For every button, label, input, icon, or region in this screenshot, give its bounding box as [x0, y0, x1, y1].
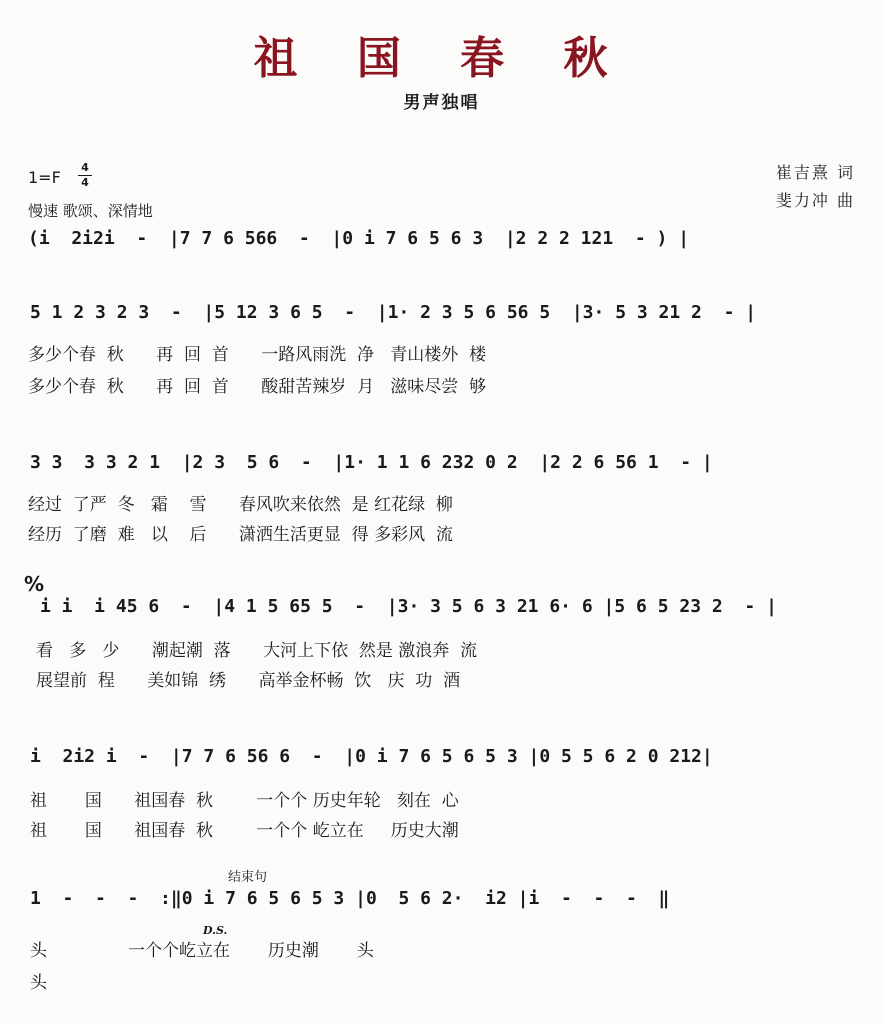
key-signature: 1=F — [28, 168, 61, 187]
notation-line-4: i i i 45 6 - |4 1 5 65 5 - |3· 3 5 6 3 21 6· 6 |5 6 5 23 2 - | — [40, 596, 777, 617]
lyricist-credit: 崔吉熹 词 — [775, 163, 855, 182]
notation-line-1: (i 2i2i - |7 7 6 566 - |0 i 7 6 5 6 3 |2 2 2 121 - ) | — [28, 228, 690, 249]
time-signature-top: 4 — [81, 161, 89, 174]
segno-sign: % — [24, 572, 45, 596]
ds-mark: D.S. — [203, 924, 228, 937]
page-subtitle: 男声独唱 — [403, 93, 480, 113]
tempo-marking: 慢速 歌颂、深情地 — [28, 202, 153, 220]
lyric-line-5-1: 祖 国 祖国春 秋 一个个 历史年轮 刻在 心 — [30, 791, 459, 811]
lyric-line-3-2: 经历 了磨 难 以 后 潇洒生活更显 得 多彩风 流 — [28, 525, 453, 545]
lyric-line-6-2: 头 — [30, 973, 47, 993]
lyric-line-6-1: 头 一个个屹立在 历史潮 头 — [30, 941, 374, 961]
notation-line-6: 1 - - - :‖0 i 7 6 5 6 5 3 |0 5 6 2· i2 |i - - - ‖ — [30, 888, 670, 909]
composer-credit: 斐力冲 曲 — [775, 191, 855, 210]
time-signature — [78, 162, 92, 189]
page-title: 祖 国 春 秋 — [253, 33, 630, 84]
notation-line-2: 5 1 2 3 2 3 - |5 12 3 6 5 - |1· 2 3 5 6 56 5 |3· 5 3 21 2 - | — [30, 302, 757, 323]
lyric-line-2-2: 多少个春 秋 再 回 首 酸甜苦辣岁 月 滋味尽尝 够 — [28, 377, 487, 397]
time-signature-bottom: 4 — [81, 176, 89, 189]
lyric-line-3-1: 经过 了严 冬 霜 雪 春风吹来依然 是 红花绿 柳 — [28, 495, 453, 515]
notation-line-5: i 2i2 i - |7 7 6 56 6 - |0 i 7 6 5 6 5 3 |0 5 5 6 2 0 212| — [30, 746, 713, 767]
lyric-line-4-2: 展望前 程 美如锦 绣 高举金杯畅 饮 庆 功 酒 — [36, 671, 461, 691]
lyric-line-2-1: 多少个春 秋 再 回 首 一路风雨洗 净 青山楼外 楼 — [28, 345, 487, 365]
lyric-line-4-1: 看 多 少 潮起潮 落 大河上下依 然是 激浪奔 流 — [36, 641, 478, 661]
coda-label: 结束句 — [228, 870, 268, 885]
notation-line-3: 3 3 3 3 2 1 |2 3 5 6 - |1· 1 1 6 232 0 2 |2 2 6 56 1 - | — [30, 452, 713, 473]
lyric-line-5-2: 祖 国 祖国春 秋 一个个 屹立在 历史大潮 — [30, 821, 459, 841]
